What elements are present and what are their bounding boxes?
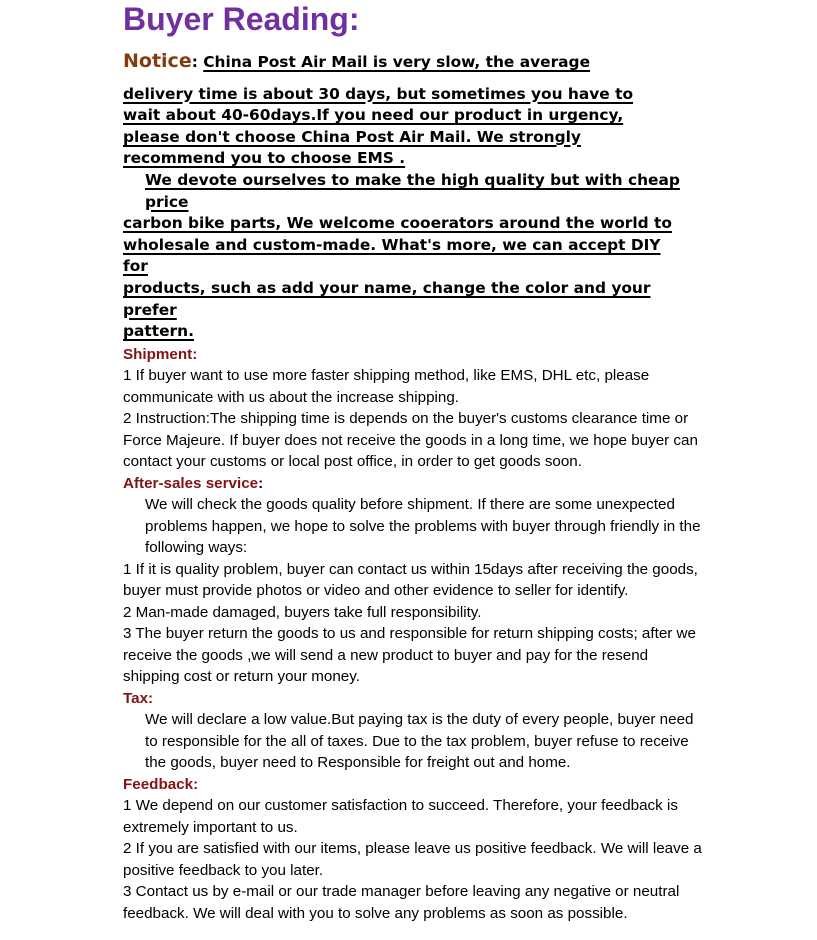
notice-text-line-1: China Post Air Mail is very slow, the average — [203, 53, 591, 71]
feedback-item-1: 1 We depend on our customer satisfaction to succeed. Therefore, your feedback is extremely important to us. — [123, 797, 678, 836]
notice-colon: : — [191, 53, 198, 71]
policy-sections — [123, 344, 703, 925]
devote-text-line-5: pattern. — [123, 322, 194, 341]
notice-text-line-3: wait about 40-60days.If you need our product in urgency, — [123, 106, 624, 125]
notice-first-line — [123, 51, 683, 74]
shipment-item-2: 2 Instruction:The shipping time is depends on the buyer's customs clearance time or Force Majeure. If buyer does not receive the goods in a long time, we hope buyer can contact your customs or local post office, in order to get goods soon. — [123, 410, 698, 471]
shipment-heading — [123, 344, 703, 366]
buyer-reading-document — [123, 0, 723, 924]
devote-text-line-3: wholesale and custom-made. What's more, we can accept DIY for — [123, 235, 661, 276]
tax-heading-text: Tax — [123, 689, 149, 707]
shipment-heading-text: Shipment — [123, 345, 193, 363]
feedback-heading — [123, 774, 703, 796]
page-title: Buyer Reading: — [123, 1, 360, 37]
notice-text-line-5: recommend you to choose EMS . — [123, 149, 406, 168]
tax-heading-colon: : — [148, 689, 154, 707]
after-sales-heading — [123, 473, 703, 495]
tax-heading — [123, 688, 703, 710]
after-sales-item-1: 1 If it is quality problem, buyer can contact us within 15days after receiving the goods, buyer must provide photos or video and other evidence to seller for identify. — [123, 560, 698, 600]
notice-text-line-2: delivery time is about 30 days, but sometimes you have to — [123, 84, 634, 103]
feedback-item-3: 3 Contact us by e-mail or our trade manager before leaving any negative or neutral feedback. We will deal with you to solve any problems as soon as possible. — [123, 883, 680, 922]
shipment-heading-colon: : — [192, 345, 198, 363]
after-sales-item-3: 3 The buyer return the goods to us and responsible for return shipping costs; after we receive the goods ,we will send a new product to buyer and pay for the resend shipping cost or return your money. — [123, 625, 696, 686]
feedback-heading-colon: : — [193, 775, 199, 793]
notice-label: Notice — [123, 50, 192, 72]
devote-text-line-2: carbon bike parts, We welcome cooerators around the world to — [123, 214, 672, 233]
after-sales-heading-colon: : — [258, 474, 264, 492]
after-sales-item-2: 2 Man-made damaged, buyers take full responsibility. — [123, 603, 482, 621]
after-sales-heading-text: After-sales service — [123, 474, 259, 492]
feedback-item-2: 2 If you are satisfied with our items, please leave us positive feedback. We will leave a positive feedback to you later. — [123, 840, 702, 879]
shipment-item-1: 1 If buyer want to use more faster shipping method, like EMS, DHL etc, please communicate with us about the increase shipping. — [123, 367, 650, 406]
devote-text-line-4: products, such as add your name, change the color and your prefer — [123, 278, 651, 319]
notice-block — [123, 51, 683, 343]
after-sales-intro: We will check the goods quality before shipment. If there are some unexpected problems happen, we hope to solve the problems with buyer through friendly in the following ways: — [145, 496, 701, 557]
devote-text-line-1: We devote ourselves to make the high quality but with cheap price — [145, 170, 680, 211]
feedback-heading-text: Feedback — [123, 775, 194, 793]
notice-text-line-4: please don't choose China Post Air Mail. We strongly — [123, 127, 581, 146]
tax-text: We will declare a low value.But paying tax is the duty of every people, buyer need to responsible for the all of taxes. Due to the tax problem, buyer refuse to receive the goods, buyer need to Responsible for freight out and home. — [145, 711, 694, 772]
